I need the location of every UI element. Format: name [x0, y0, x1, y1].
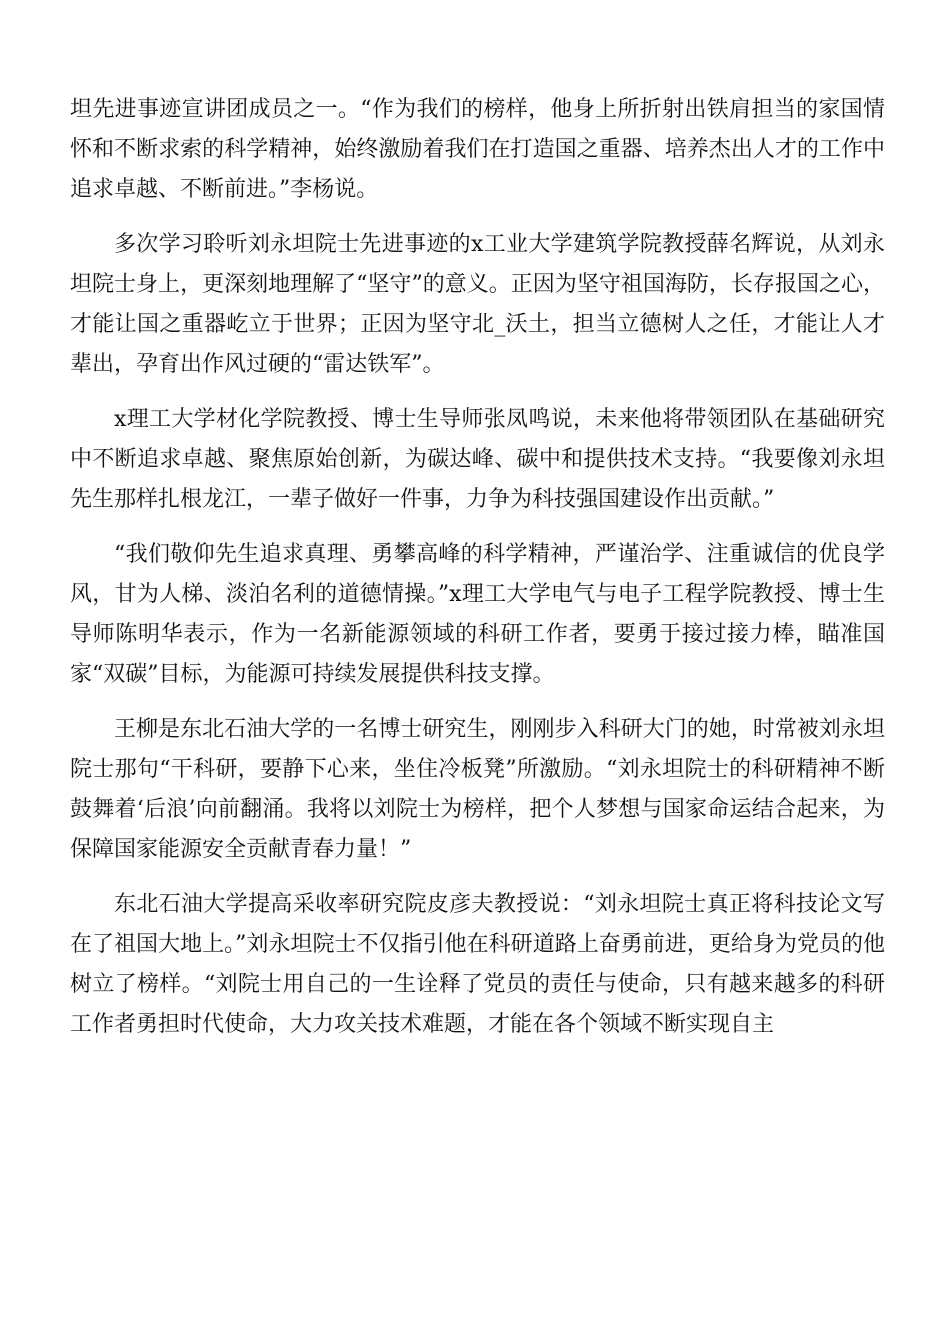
document-body — [70, 90, 885, 1060]
paragraph-1: 坦先进事迹宣讲团成员之一。“作为我们的榜样，他身上所折射出铁肩担当的家国情怀和不断求索的科学精神，始终激励着我们在打造国之重器、培养杰出人才的工作中追求卓越、不断前进。”李杨说。 — [70, 97, 885, 202]
paragraph-6: 东北石油大学提高采收率研究院皮彦夫教授说：“刘永坦院士真正将科技论文写在了祖国大地上。”刘永坦院士不仅指引他在科研道路上奋勇前进，更给身为党员的他树立了榜样。“刘院士用自己的一生诠释了党员的责任与使命，只有越来越多的科研工作者勇担时代使命，大力攻关技术难题，才能在各个领域不断实现自主 — [70, 892, 885, 1037]
paragraph-3: x理工大学材化学院教授、博士生导师张凤鸣说，未来他将带领团队在基础研究中不断追求卓越、聚焦原始创新，为碳达峰、碳中和提供技术支持。“我要像刘永坦先生那样扎根龙江，一辈子做好一件事，力争为科技强国建设作出贡献。” — [70, 407, 885, 512]
paragraph-2: 多次学习聆听刘永坦院士先进事迹的x工业大学建筑学院教授薛名辉说，从刘永坦院士身上，更深刻地理解了“坚守”的意义。正因为坚守祖国海防，长存报国之心，才能让国之重器屹立于世界；正因为坚守北_沃土，担当立德树人之任，才能让人才辈出，孕育出作风过硬的“雷达铁军”。 — [70, 232, 885, 377]
paragraph-4: “我们敬仰先生追求真理、勇攀高峰的科学精神，严谨治学、注重诚信的优良学风，甘为人梯、淡泊名利的道德情操。”x理工大学电气与电子工程学院教授、博士生导师陈明华表示，作为一名新能源领域的科研工作者，要勇于接过接力棒，瞄准国家“双碳”目标，为能源可持续发展提供科技支撑。 — [70, 542, 885, 687]
paragraph-5: 王柳是东北石油大学的一名博士研究生，刚刚步入科研大门的她，时常被刘永坦院士那句“干科研，要静下心来，坐住冷板凳”所激励。“刘永坦院士的科研精神不断鼓舞着‘后浪’向前翻涌。我将以刘院士为榜样，把个人梦想与国家命运结合起来，为保障国家能源安全贡献青春力量！” — [70, 717, 885, 862]
